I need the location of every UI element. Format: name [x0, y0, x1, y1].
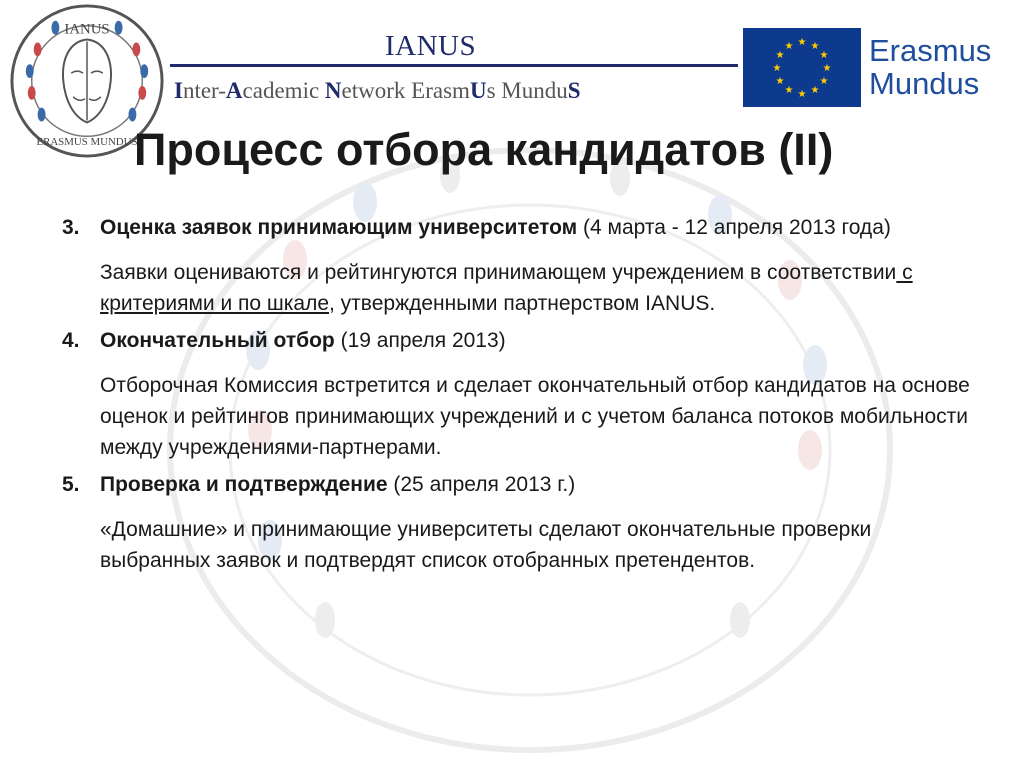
svg-text:★: ★ [797, 37, 807, 48]
item-heading: Оценка заявок принимающим университетом [100, 216, 578, 239]
svg-text:★: ★ [775, 50, 785, 61]
criteria-link-text: с критериями и по шкале [100, 261, 913, 315]
item-dates: (25 апреля 2013 г.) [387, 473, 576, 496]
list-item-3 [60, 212, 980, 243]
item-number: 5. [62, 473, 80, 496]
subtitle-part: N [324, 78, 342, 103]
subtitle-part: nter- [182, 78, 226, 103]
svg-text:★: ★ [822, 63, 832, 74]
desc-text: , утвержденными партнерством IANUS. [329, 292, 716, 315]
seal-bottom-text: ERASMUS MUNDUS [36, 136, 138, 149]
slide-content [60, 212, 980, 578]
svg-text:★: ★ [784, 85, 794, 96]
subtitle-part: s Mundu [486, 78, 568, 103]
item-description: «Домашние» и принимающие университеты сделают окончательные проверки выбранных заявок и подтвердят список отобранных претендентов. [100, 518, 872, 572]
ianus-subtitle [174, 78, 581, 104]
subtitle-part: A [225, 78, 243, 103]
erasmus-line1: Erasmus [869, 33, 992, 68]
ianus-title: IANUS [385, 30, 477, 62]
subtitle-part: etwork Erasm [341, 78, 470, 103]
svg-text:★: ★ [819, 50, 829, 61]
svg-text:★: ★ [797, 89, 807, 100]
slide-title: Процесс отбора кандидатов (II) [134, 124, 834, 175]
svg-text:★: ★ [772, 63, 782, 74]
list-item-4 [60, 325, 980, 356]
seal-top-text: IANUS [64, 21, 110, 38]
item-description [60, 257, 980, 319]
item-number: 4. [62, 329, 80, 352]
svg-text:★: ★ [810, 85, 820, 96]
erasmus-line2: Mundus [869, 66, 980, 101]
subtitle-part: cademic [242, 78, 325, 103]
item-dates: (19 апреля 2013) [334, 329, 506, 352]
item-number: 3. [62, 216, 80, 239]
subtitle-part: S [567, 78, 581, 103]
svg-text:★: ★ [784, 41, 794, 52]
eu-flag-icon [743, 28, 861, 107]
svg-text:★: ★ [810, 41, 820, 52]
list-item-5 [60, 469, 980, 500]
subtitle-part: I [174, 78, 183, 103]
item-description: Отборочная Комиссия встретится и сделает окончательный отбор кандидатов на основе оценок и рейтингов принимающих учреждений и с учетом баланса потоков мобильности между учреждениями-партнерами. [100, 374, 970, 459]
item-heading: Проверка и подтверждение [100, 473, 388, 496]
item-dates: (4 марта - 12 апреля 2013 года) [577, 216, 891, 239]
desc-text: Заявки оцениваются и рейтингуются принимающем учреждением в соответствии [100, 261, 897, 284]
svg-text:★: ★ [775, 76, 785, 87]
subtitle-part: U [469, 78, 487, 103]
title-divider [170, 64, 738, 67]
erasmus-mundus-logo [869, 34, 991, 100]
svg-text:★: ★ [819, 76, 829, 87]
item-heading: Окончательный отбор [100, 329, 335, 352]
